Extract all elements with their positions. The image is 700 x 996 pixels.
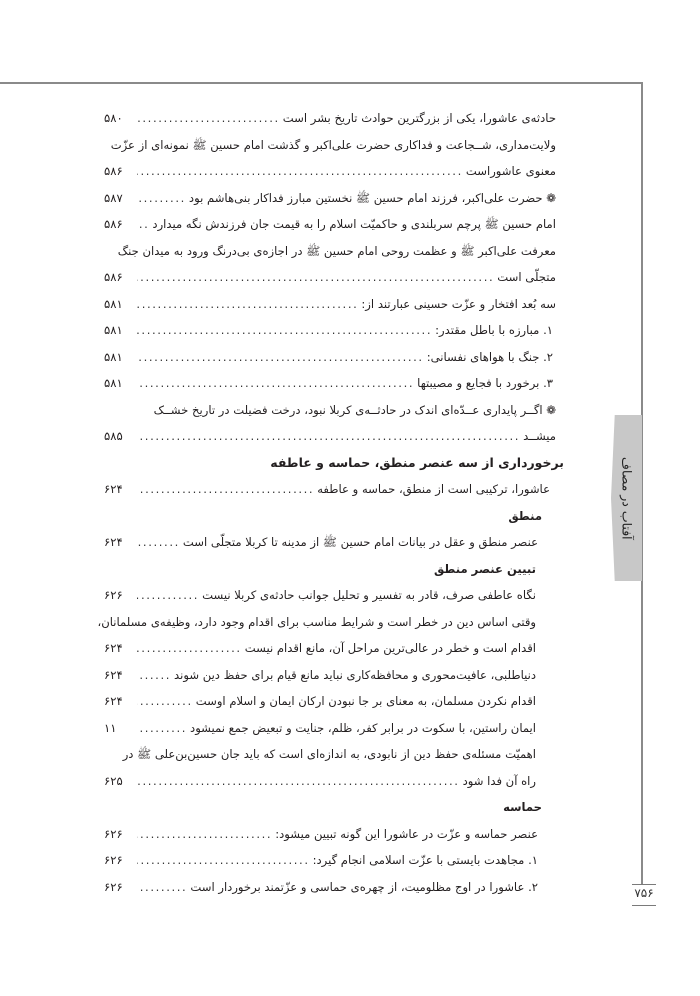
dot-leader: [137, 105, 280, 132]
toc-entry-page: ۶۲۴: [104, 482, 123, 496]
toc-entry-title: ایمان راستین، با سکوت در برابر کفر، ظلم، جنایت و تبعیض جمع نمیشود: [190, 720, 536, 735]
dot-leader: [137, 317, 432, 344]
toc-entry-title: ۲. جنگ با هواهای نفسانی:: [426, 349, 553, 364]
toc-entry-page: ۶۲۶: [104, 588, 123, 602]
dot-leader: [137, 264, 494, 291]
toc-entry-title: امام حسین ﷺ پرچم سربلندی و حاکمیّت اسلام را به قیمت جان فرزندش نگه میدارد: [152, 217, 556, 231]
dot-leader: [137, 370, 414, 397]
toc-entry-page: ۶۲۴: [104, 694, 123, 708]
running-title: آفتاب در مصاف: [619, 456, 635, 540]
toc-entry[interactable]: [104, 291, 564, 318]
dot-leader: [137, 344, 424, 371]
toc-entry[interactable]: [104, 662, 564, 689]
toc-entry-title: اقدام است و خطر در عالی‌ترین مراحل آن، مانع اقدام نیست: [244, 641, 536, 655]
page-number: ۷۵۶: [634, 886, 654, 900]
dot-leader: [137, 185, 186, 212]
frame-top-rule: [0, 82, 642, 84]
dot-leader: [137, 211, 149, 238]
toc-entry-title: ۱. مجاهدت بایستی با عزّت اسلامی انجام گیرد:: [312, 853, 538, 867]
toc-entry-title: ❁ حضرت علی‌اکبر، فرزند امام حسین ﷺ نخستین مبارز فداکار بنی‌هاشم بود: [188, 190, 556, 205]
toc-entry-line[interactable]: ❁ اگــر پایداری عــدّه‌ای اندک در حادثــه‌ی کربلا نبود، درخت فضیلت در تاریخ خشــک: [153, 402, 556, 417]
toc-entry-page: ۱۱: [104, 720, 117, 735]
toc-entry-title: عاشورا، ترکیبی است از منطق، حماسه و عاطفه: [317, 482, 550, 496]
dot-leader: [137, 582, 199, 609]
subsection-heading[interactable]: حماسه: [503, 800, 542, 814]
toc-entry-title: معنوی عاشوراست: [465, 164, 556, 178]
toc-entry-page: ۵۸۱: [104, 323, 123, 337]
toc-entry-page: ۵۸۱: [104, 296, 123, 311]
toc-entry-title: راه آن فدا شود: [462, 773, 536, 788]
toc-entry[interactable]: [104, 370, 564, 397]
dot-leader: [137, 158, 463, 185]
toc-entry-title: میشــد: [523, 429, 556, 443]
toc-entry[interactable]: [104, 105, 564, 132]
dot-leader: [137, 291, 358, 318]
toc-entry-title: نگاه عاطفی صرف، قادر به تفسیر و تحلیل جوانب حادثه‌ی کربلا نیست: [202, 588, 536, 602]
dot-leader: [137, 662, 171, 689]
toc-entry-line[interactable]: اهمیّت مسئله‌ی حفظ دین از نابودی، به اندازه‌ای است که باید جان حسین‌بن‌علی ﷺ در: [122, 747, 536, 761]
toc-entry-page: ۶۲۶: [104, 879, 123, 894]
dot-leader: [137, 768, 460, 795]
toc-entry-title: ۳. برخورد با فجایع و مصیبتها: [417, 376, 553, 390]
toc-entry[interactable]: [104, 821, 564, 848]
toc-entry[interactable]: [104, 874, 564, 901]
toc-entry-line[interactable]: وقتی اساس دین در خطر است و شرایط مناسب برای اقدام وجود دارد، وظیفه‌ی مسلمانان،: [97, 614, 536, 629]
dot-leader: [137, 847, 310, 874]
dot-leader: [137, 688, 193, 715]
toc-entry[interactable]: [104, 211, 564, 238]
subsection-heading[interactable]: تبیین عنصر منطق: [433, 561, 536, 576]
toc-entry-title: عنصر منطق و عقل در بیانات امام حسین ﷺ از مدینه تا کربلا متجلّی است: [182, 535, 538, 549]
toc-entry[interactable]: [104, 768, 564, 795]
dot-leader: [137, 715, 187, 742]
dot-leader: [137, 529, 180, 556]
toc-entry[interactable]: [104, 158, 564, 185]
toc-entry-page: ۵۸۵: [104, 429, 123, 443]
toc-entry[interactable]: [104, 847, 564, 874]
toc-entry[interactable]: [104, 344, 564, 371]
toc-entry-page: ۵۸۷: [104, 190, 123, 205]
toc-entry-page: ۶۲۴: [104, 535, 123, 549]
toc-entry-title: ۲. عاشورا در اوج مظلومیت، از چهره‌ی حماسی و عزّتمند برخوردار است: [190, 879, 538, 894]
toc-entry[interactable]: [104, 264, 564, 291]
dot-leader: [137, 874, 187, 901]
toc-entry-page: ۵۸۶: [104, 164, 123, 178]
section-heading[interactable]: برخورداری از سه عنصر منطق، حماسه و عاطفه: [270, 454, 564, 470]
table-of-contents: [97, 105, 564, 900]
toc-entry-page: ۶۲۴: [104, 641, 123, 655]
toc-entry-title: دنیاطلبی، عافیت‌محوری و محافظه‌کاری نباید مانع قیام برای حفظ دین شوند: [174, 667, 536, 682]
toc-entry-title: عنصر حماسه و عزّت در عاشورا این گونه تبیین میشود:: [275, 826, 538, 841]
dot-leader: [137, 821, 272, 848]
page-number-rule-top: [632, 884, 656, 885]
toc-entry[interactable]: [104, 635, 564, 662]
toc-entry-page: ۵۸۶: [104, 217, 123, 231]
toc-entry-page: ۶۲۶: [104, 853, 123, 867]
toc-entry[interactable]: [104, 582, 564, 609]
toc-entry[interactable]: [104, 185, 564, 212]
subsection-heading[interactable]: منطق: [508, 508, 542, 523]
toc-entry[interactable]: [104, 317, 564, 344]
toc-entry-page: ۵۸۱: [104, 349, 123, 364]
toc-entry-page: ۶۲۶: [104, 826, 123, 841]
dot-leader: [137, 476, 314, 503]
toc-entry-title: اقدام نکردن مسلمان، به معنای بر جا نبودن ارکان ایمان و اسلام اوست: [195, 694, 536, 708]
toc-entry-page: ۶۲۵: [104, 773, 123, 788]
toc-entry-title: سه بُعد افتخار و عزّت حسینی عبارتند از:: [361, 296, 556, 311]
page-number-rule-bottom: [632, 905, 656, 906]
toc-entry-line[interactable]: ولایت‌مداری، شــجاعت و فداکاری حضرت علی‌اکبر و گذشت امام حسین ﷺ نمونه‌ای از عزّت: [110, 137, 556, 152]
toc-entry[interactable]: [104, 423, 564, 450]
toc-entry-title: متجلّی است: [497, 270, 556, 284]
toc-entry-page: ۵۸۱: [104, 376, 123, 390]
toc-entry-line[interactable]: معرفت علی‌اکبر ﷺ و عظمت روحی امام حسین ﷺ در اجازه‌ی بی‌درنگ ورود به میدان جنگ: [117, 243, 556, 258]
toc-entry-page: ۵۸۶: [104, 270, 123, 284]
toc-entry[interactable]: [104, 715, 564, 742]
toc-entry-page: ۵۸۰: [104, 111, 123, 125]
toc-entry-title: ۱. مبارزه با باطل مقتدر:: [435, 323, 553, 337]
toc-entry-page: ۶۲۴: [104, 667, 123, 682]
toc-entry[interactable]: [104, 688, 564, 715]
dot-leader: [137, 635, 242, 662]
toc-entry-title: حادثه‌ی عاشورا، یکی از بزرگترین حوادث تاریخ بشر است: [282, 111, 556, 125]
toc-entry[interactable]: [104, 529, 564, 556]
dot-leader: [137, 423, 520, 450]
toc-entry[interactable]: [104, 476, 564, 503]
